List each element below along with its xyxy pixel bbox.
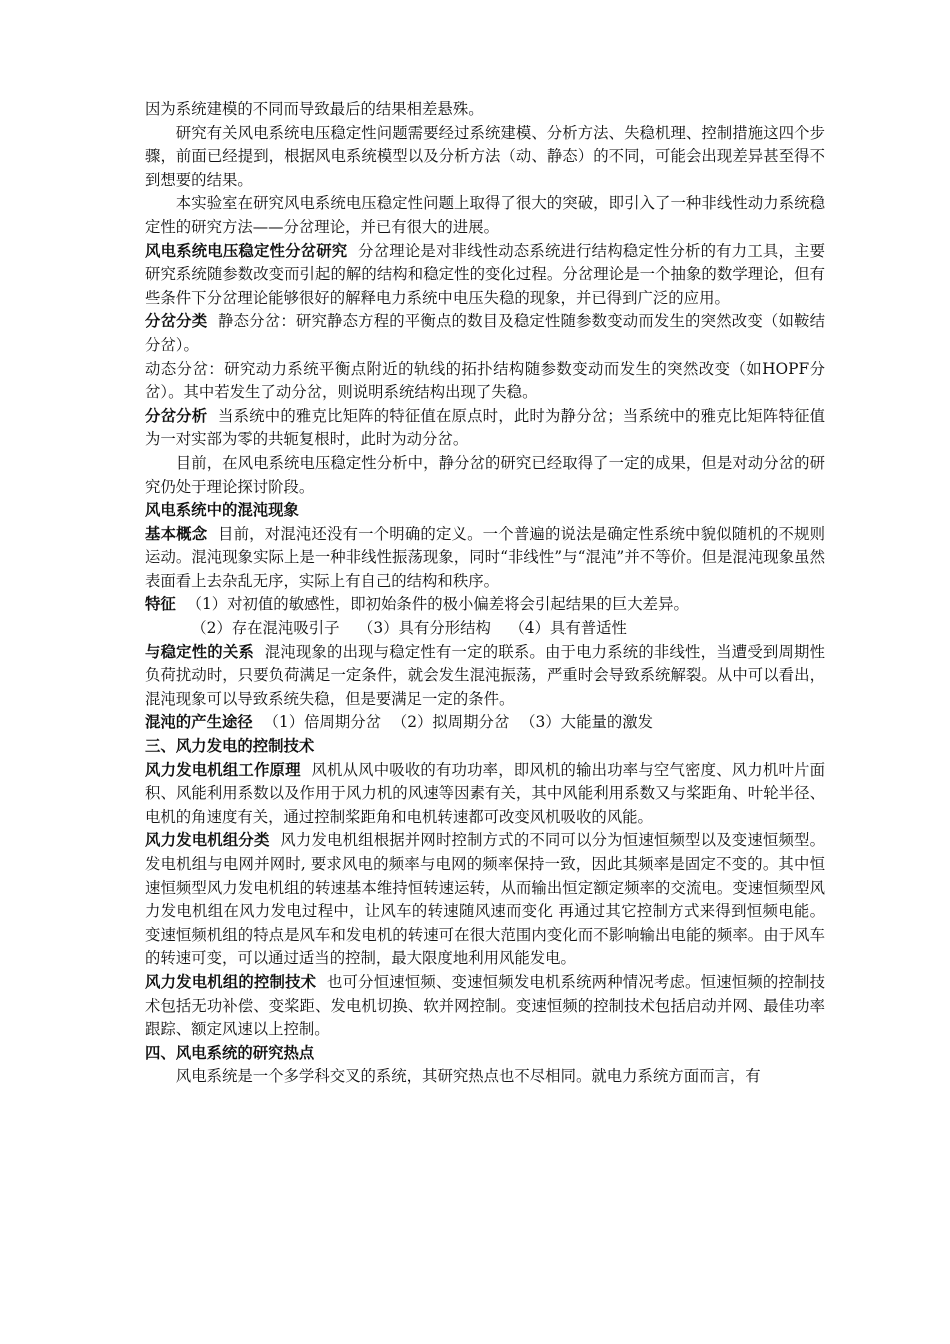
chaos-origin-2: （2）拟周期分岔 (391, 713, 510, 732)
paragraph-basic-concept (145, 523, 825, 594)
feature-4: （4）具有普适性 (509, 619, 627, 638)
chaos-origin-heading: 混沌的产生途径 (145, 713, 253, 732)
feature-2: （2）存在混沌吸引子 (191, 619, 340, 638)
paragraph-stability-relation (145, 641, 825, 712)
paragraph-features (145, 593, 825, 617)
paragraph-dynamic-bifurcation: 动态分岔：研究动力系统平衡点附近的轨线的拓扑结构随参数变动而发生的突然改变（如HOPF分岔）。其中若发生了动分岔，则说明系统结构出现了失稳。 (145, 359, 825, 402)
chaos-origin-1: （1）倍周期分岔 (263, 713, 382, 732)
paragraph-intro-tail: 因为系统建模的不同而导致最后的结果相差悬殊。 (145, 100, 484, 118)
chaos-origin-3: （3）大能量的激发 (520, 713, 654, 732)
document-page (145, 98, 825, 1089)
paragraph-current-status: 目前，在风电系统电压稳定性分析中，静分岔的研究已经取得了一定的成果，但是对动分岔的研究仍处于理论探讨阶段。 (145, 453, 825, 496)
basic-concept-text: 目前，对混沌还没有一个明确的定义。一个普遍的说法是确定性系统中貌似随机的不规则运动。混沌现象实际上是一种非线性振荡现象，同时“非线性”与“混沌”并不等价。但是混沌现象虽然表面看上去杂乱无序，实际上有自己的结构和秩序。 (145, 524, 825, 590)
stability-relation-text: 混沌现象的出现与稳定性有一定的联系。由于电力系统的非线性，当遭受到周期性负荷扰动时，只要负荷满足一定条件，就会发生混沌振荡，严重时会导致系统解裂。从中可以看出，混沌现象可以导致系统失稳，但是要满足一定的条件。 (145, 642, 825, 708)
static-bifurcation-text: 静态分岔：研究静态方程的平衡点的数目及稳定性随参数变动而发生的突然改变（如鞍结分岔）。 (145, 312, 825, 354)
paragraph-wt-class (145, 829, 825, 971)
wt-control-heading: 风力发电机组的控制技术 (145, 972, 317, 991)
section-3-heading: 三、风力发电的控制技术 (145, 737, 315, 756)
feature-1: （1）对初值的敏感性，即初始条件的极小偏差将会引起结果的巨大差异。 (186, 595, 689, 614)
wt-principle-text: 风机从风中吸收的有功功率，即风机的输出功率与空气密度、风力机叶片面积、风能利用系数以及作用于风力机的风速等因素有关，其中风能利用系数又与桨距角、叶轮半径、电机的角速度有关，通过控制桨距角和电机转速都可改变风机吸收的风能。 (145, 760, 825, 826)
stability-relation-heading: 与稳定性的关系 (145, 642, 254, 661)
paragraph-bifurcation-analysis (145, 405, 825, 452)
paragraph-bifurcation-class (145, 310, 825, 357)
bifurcation-analysis-text: 当系统中的雅克比矩阵的特征值在原点时，此时为静分岔；当系统中的雅克比矩阵特征值为一对实部为零的共轭复根时，此时为动分岔。 (145, 406, 825, 449)
bifurcation-study-heading: 风电系统电压稳定性分岔研究 (145, 241, 348, 260)
basic-concept-heading: 基本概念 (145, 524, 208, 543)
wt-principle-heading: 风力发电机组工作原理 (145, 760, 301, 779)
paragraph-wt-principle (145, 759, 825, 830)
wt-control-text: 也可分恒速恒频、变速恒频发电机系统两种情况考虑。恒速恒频的控制技术包括无功补偿、变桨距、发电机切换、软并网控制。变速恒频的控制技术包括启动并网、最佳功率跟踪、额定风速以上控制。 (145, 972, 825, 1039)
chaos-heading: 风电系统中的混沌现象 (145, 501, 299, 520)
paragraph-features-more (145, 617, 825, 641)
feature-3: （3）具有分形结构 (357, 619, 491, 638)
wt-class-heading: 风力发电机组分类 (145, 831, 270, 850)
paragraph-research-hotspots: 风电系统是一个多学科交叉的系统，其研究热点也不尽相同。就电力系统方面而言，有 (175, 1067, 761, 1086)
paragraph-research-steps: 研究有关风电系统电压稳定性问题需要经过系统建模、分析方法、失稳机理、控制措施这四个步骤，前面已经提到，根据风电系统模型以及分析方法（动、静态）的不同，可能会出现差异甚至得不到想要的结果。 (145, 123, 825, 189)
wt-class-text: 风力发电机组根据并网时控制方式的不同可以分为恒速恒频型以及变速恒频型。发电机组与电网并网时, 要求风电的频率与电网的频率保持一致，因此其频率是固定不变的。其中恒速恒频型风力发电机组的转速基本维持恒转速运转，从而输出恒定额定频率的交流电。变速恒频型风力发电机组在风力发电过程中，让风车的转速随风速而变化 再通过其它控制方式来得到恒频电能。变速恒频机组的特点是风车和发电机的转速可在很大范围内变化而不影响输出电能的频率。由于风车的转速可变，可以通过适当的控制，最大限度地利用风能发电。 (145, 831, 825, 968)
bifurcation-class-heading: 分岔分类 (145, 312, 208, 331)
features-heading: 特征 (145, 595, 176, 614)
paragraph-bifurcation-study (145, 240, 825, 311)
paragraph-chaos-origin (145, 711, 825, 735)
paragraph-lab-progress: 本实验室在研究风电系统电压稳定性问题上取得了很大的突破，即引入了一种非线性动力系统稳定性的研究方法——分岔理论，并已有很大的进展。 (145, 194, 825, 236)
bifurcation-analysis-heading: 分岔分析 (145, 406, 208, 425)
bifurcation-study-text: 分岔理论是对非线性动态系统进行结构稳定性分析的有力工具，主要研究系统随参数改变而引起的解的结构和稳定性的变化过程。分岔理论是一个抽象的数学理论，但有些条件下分岔理论能够很好的解释电力系统中电压失稳的现象，并已得到广泛的应用。 (145, 241, 825, 307)
section-4-heading: 四、风电系统的研究热点 (145, 1043, 315, 1062)
paragraph-wt-control (145, 971, 825, 1042)
